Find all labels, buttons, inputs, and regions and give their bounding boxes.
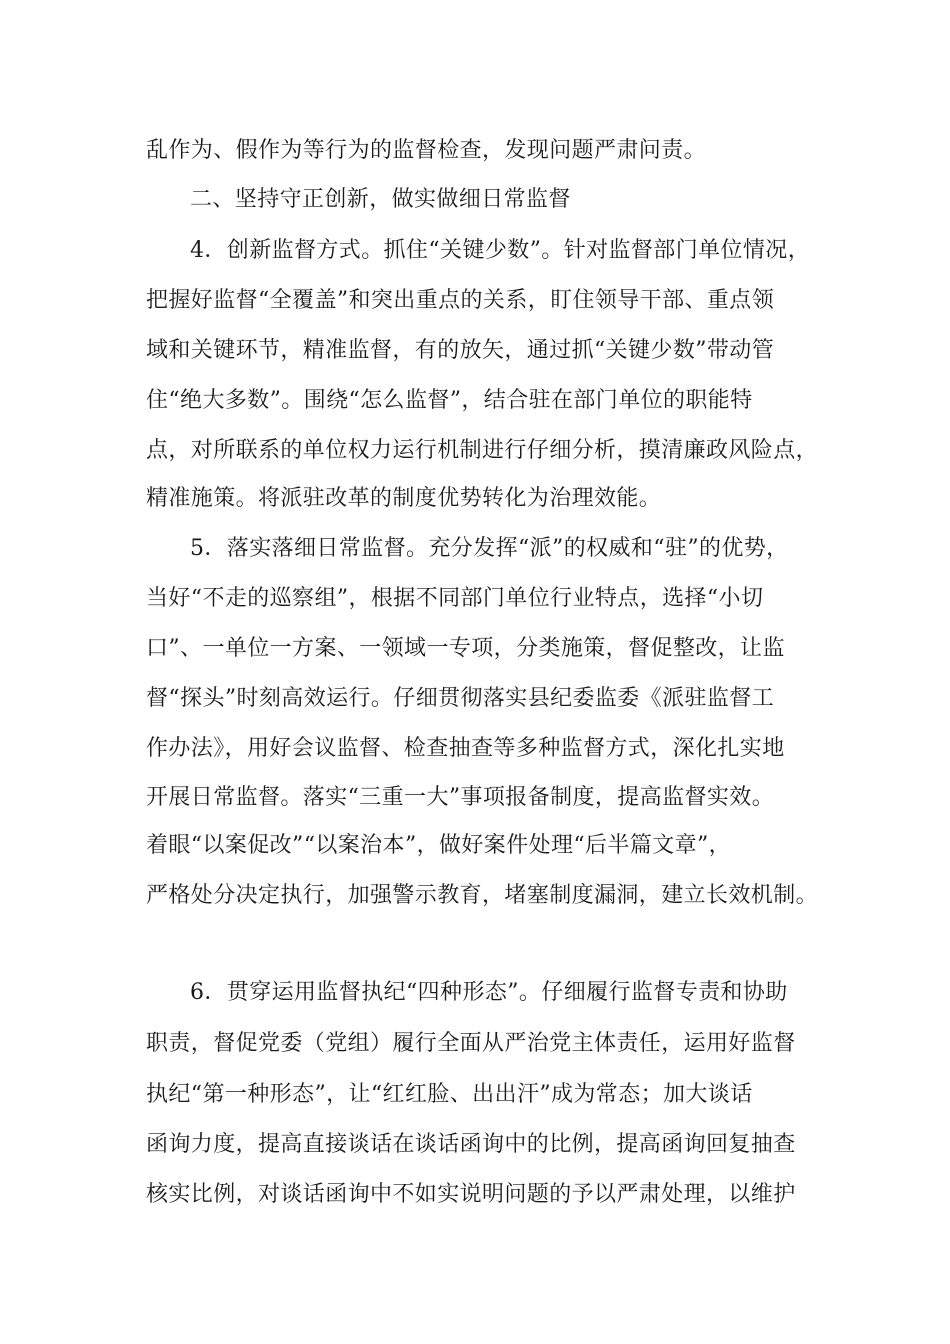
text-line: 住“绝大多数”。围绕“怎么监督”，结合驻在部门单位的职能特 (146, 388, 753, 413)
text-line: 5．落实落细日常监督。充分发挥“派”的权威和“驻”的优势， (190, 536, 789, 561)
text-line: 把握好监督“全覆盖”和突出重点的关系，盯住领导干部、重点领 (146, 288, 775, 313)
text-line: 着眼“以案促改”“以案治本”，做好案件处理“后半篇文章”， (146, 833, 732, 858)
text-line: 精准施策。将派驻改革的制度优势转化为治理效能。 (146, 486, 662, 511)
text-line: 点，对所联系的单位权力运行机制进行仔细分析，摸清廉政风险点， (146, 438, 819, 463)
text-line: 域和关键环节，精准监督，有的放矢，通过抓“关键少数”带动管 (146, 338, 775, 363)
section-heading: 二、坚持守正创新，做实做细日常监督 (190, 187, 571, 212)
text-line: 函询力度，提高直接谈话在谈话函询中的比例，提高函询回复抽查 (146, 1132, 796, 1157)
text-line: 乱作为、假作为等行为的监督检查，发现问题严肃问责。 (146, 138, 707, 163)
text-line: 口”、一单位一方案、一领域一专项，分类施策，督促整改，让监 (146, 636, 785, 661)
text-line: 作办法》，用好会议监督、检查抽查等多种监督方式，深化扎实地 (146, 736, 785, 761)
text-line: 当好“不走的巡察组”，根据不同部门单位行业特点，选择“小切 (146, 586, 764, 611)
text-line: 核实比例，对谈话函询中不如实说明问题的予以严肃处理，以维护 (146, 1182, 796, 1207)
text-line: 职责，督促党委（党组）履行全面从严治党主体责任，运用好监督 (146, 1031, 796, 1056)
text-line: 督“探头”时刻高效运行。仔细贯彻落实县纪委监委《派驻监督工 (146, 686, 775, 711)
text-line: 4．创新监督方式。抓住“关键少数”。针对监督部门单位情况， (190, 238, 811, 263)
text-line: 严格处分决定执行，加强警示教育，堵塞制度漏洞，建立长效机制。 (146, 883, 819, 908)
text-line: 执纪“第一种形态”，让“红红脸、出出汗”成为常态；加大谈话 (146, 1082, 753, 1107)
text-line: 6．贯穿运用监督执纪“四种形态”。仔细履行监督专责和协助 (190, 980, 788, 1005)
text-line: 开展日常监督。落实“三重一大”事项报备制度，提高监督实效。 (146, 785, 775, 810)
